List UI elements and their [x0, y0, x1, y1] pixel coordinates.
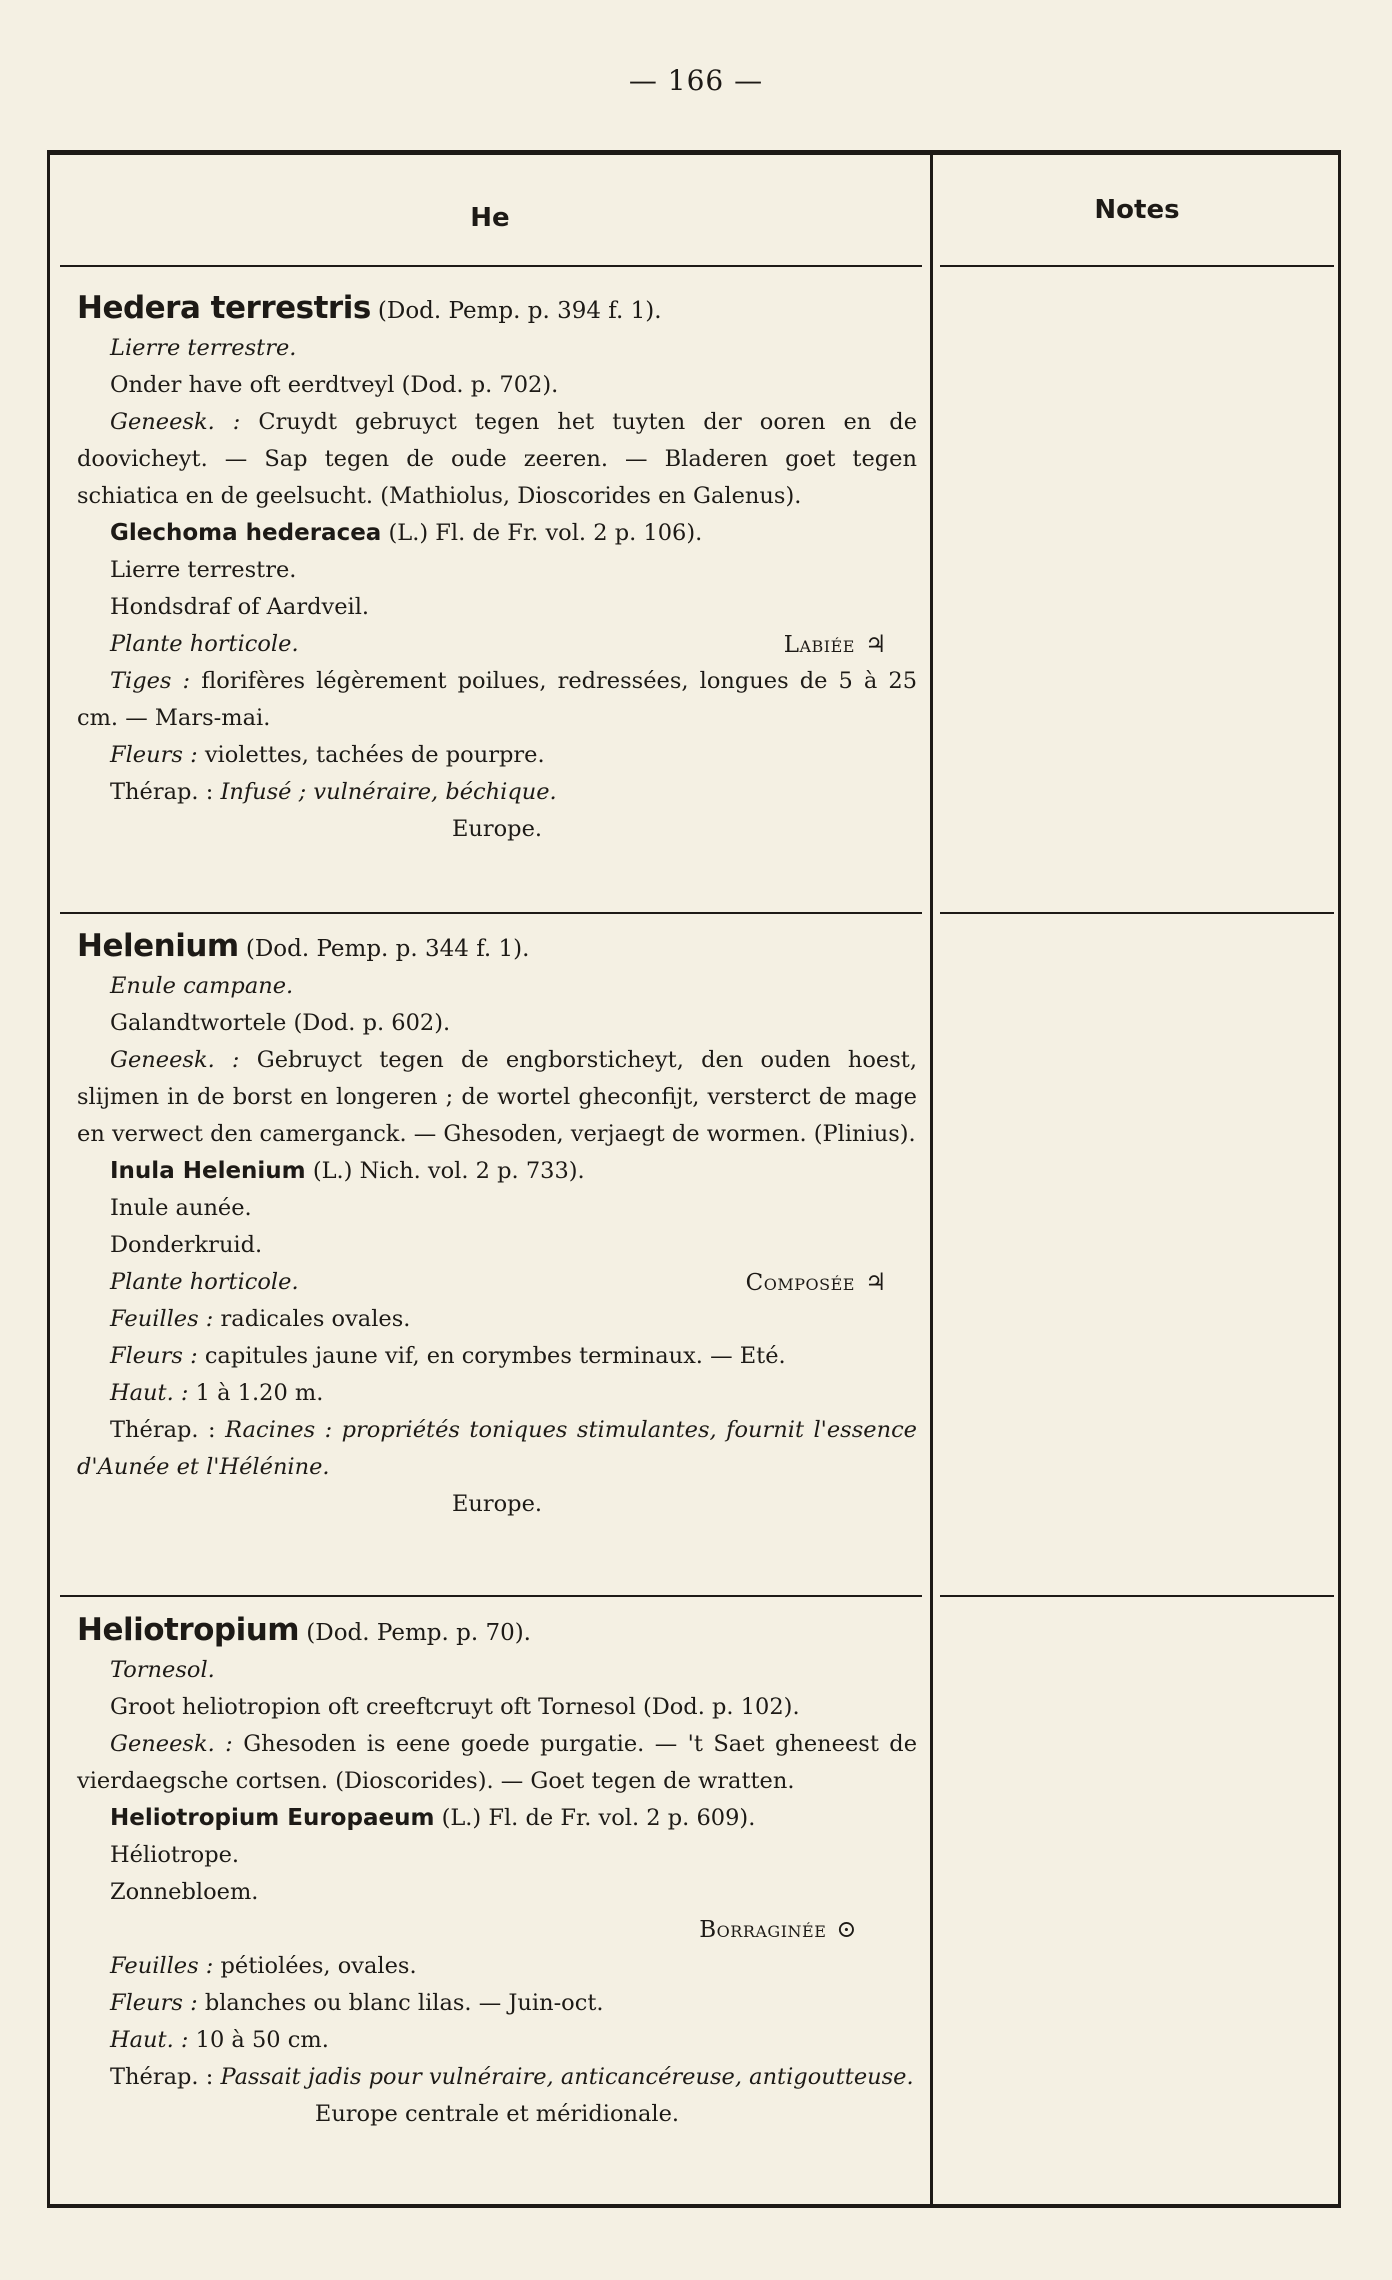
plante-type: Plante horticole.	[110, 631, 299, 657]
genus-name: Helenium	[77, 928, 239, 964]
field-text: florifères légèrement poilues, redressées, longues de 5 à 25 cm. — Mars-mai.	[77, 668, 918, 731]
flemish-name: Groot heliotropion oft creeftcruyt oft Tornesol (Dod. p. 102).	[110, 1694, 800, 1720]
geneesk-text: Ghesoden is eene goede purgatie. — 't Saet gheneest de vierdaegsche cortsen. (Dioscorides). — Goet tegen de wratten.	[77, 1731, 918, 1794]
geneesk-label: Geneesk. :	[110, 1047, 240, 1073]
field-text: 1 à 1.20 m.	[195, 1380, 324, 1406]
french-name: Enule campane.	[110, 973, 294, 999]
family-label	[699, 1911, 857, 1949]
perennial-symbol-icon: ♃	[864, 630, 887, 658]
geneesk-label: Geneesk. :	[110, 409, 241, 435]
entry-helenium	[77, 928, 917, 1523]
scientific-line	[77, 1153, 917, 1190]
field-label: Tiges :	[110, 668, 191, 694]
family-label	[784, 626, 887, 664]
common-name: Inule aunée.	[110, 1195, 252, 1221]
scientific-reference: (L.) Fl. de Fr. vol. 2 p. 609).	[441, 1805, 756, 1831]
column-header-right: Notes	[1094, 195, 1180, 225]
therap-line	[77, 774, 917, 811]
plante-type: Plante horticole.	[110, 1269, 299, 1295]
region: Europe.	[451, 1491, 543, 1517]
geneesk-label: Geneesk. :	[110, 1731, 233, 1757]
flemish-name: Galandtwortele (Dod. p. 602).	[110, 1010, 451, 1036]
common-name: Héliotrope.	[110, 1842, 240, 1868]
region: Europe.	[451, 816, 543, 842]
field-text: 10 à 50 cm.	[195, 2027, 329, 2053]
genus-reference: (Dod. Pemp. p. 394 f. 1).	[377, 298, 662, 324]
entry-separator-right	[940, 912, 1334, 914]
field-text: radicales ovales.	[220, 1306, 411, 1332]
header-rule-right	[940, 265, 1334, 267]
family-line	[77, 1911, 917, 1948]
field-line	[77, 1338, 917, 1375]
genus-reference: (Dod. Pemp. p. 344 f. 1).	[245, 936, 530, 962]
entry-title	[77, 1612, 917, 1652]
field-label: Fleurs :	[110, 742, 198, 768]
family-name: Labiée	[783, 632, 855, 658]
therap-label: Thérap. :	[110, 779, 214, 805]
therap-label: Thérap. :	[110, 2064, 214, 2090]
field-line	[77, 1985, 917, 2022]
page-number: — 166 —	[628, 64, 764, 97]
field-text: blanches ou blanc lilas. — Juin-oct.	[204, 1990, 604, 2016]
therap-text: Racines : propriétés toniques stimulantes, fournit l'essence d'Aunée et l'Hélénine.	[77, 1417, 917, 1480]
common-name: Zonnebloem.	[110, 1879, 259, 1905]
genus-name: Heliotropium	[77, 1612, 300, 1648]
perennial-symbol-icon: ♃	[864, 1268, 887, 1296]
field-label: Fleurs :	[110, 1343, 198, 1369]
genus-reference: (Dod. Pemp. p. 70).	[306, 1620, 531, 1646]
field-text: pétiolées, ovales.	[220, 1953, 417, 1979]
field-label: Haut. :	[110, 2027, 189, 2053]
field-line	[77, 663, 917, 737]
column-header-left: He	[470, 203, 510, 233]
therap-line	[77, 2059, 917, 2096]
common-name: Lierre terrestre.	[110, 557, 297, 583]
entry-hedera-terrestris	[77, 290, 917, 848]
entry-separator-left	[60, 1595, 922, 1597]
french-name: Tornesol.	[110, 1657, 215, 1683]
column-divider	[930, 155, 933, 2204]
field-label: Haut. :	[110, 1380, 189, 1406]
field-line	[77, 1948, 917, 1985]
entry-separator-left	[60, 912, 922, 914]
geneesk-text: Cruydt gebruyct tegen het tuyten der ooren en de doovicheyt. — Sap tegen de oude zeeren. — Bladeren goet tegen schiatica en de geelsucht. (Mathiolus, Dioscorides en Galenus).	[77, 409, 918, 509]
annual-symbol-icon: ⊙	[836, 1915, 857, 1943]
region: Europe centrale et méridionale.	[314, 2101, 680, 2127]
entry-separator-right	[940, 1595, 1334, 1597]
geneesk-text: Gebruyct tegen de engborsticheyt, den ouden hoest, slijmen in de borst en longeren ; de wortel gheconfijt, versterct de mage en verwect den camerganck. — Ghesoden, verjaegt de wormen. (Plinius).	[77, 1047, 917, 1147]
entry-title	[77, 290, 917, 330]
field-text: violettes, tachées de pourpre.	[204, 742, 545, 768]
entry-title	[77, 928, 917, 968]
therap-text: Passait jadis pour vulnéraire, anticancéreuse, antigoutteuse.	[220, 2064, 914, 2090]
scientific-name: Inula Helenium	[110, 1158, 306, 1184]
field-label: Feuilles :	[110, 1953, 214, 1979]
therap-label: Thérap. :	[110, 1417, 216, 1443]
scientific-name: Heliotropium Europaeum	[110, 1805, 435, 1831]
genus-name: Hedera terrestris	[77, 290, 371, 326]
field-text: capitules jaune vif, en corymbes terminaux. — Eté.	[204, 1343, 786, 1369]
geneesk-paragraph	[77, 1726, 917, 1800]
header-rule-left	[60, 265, 922, 267]
common-name: Donderkruid.	[110, 1232, 263, 1258]
entry-heliotropium	[77, 1612, 917, 2133]
table-frame	[47, 150, 1341, 2208]
family-label	[746, 1264, 887, 1302]
therap-line	[77, 1412, 917, 1486]
field-label: Feuilles :	[110, 1306, 214, 1332]
geneesk-paragraph	[77, 404, 917, 515]
field-line	[77, 1375, 917, 1412]
scientific-reference: (L.) Nich. vol. 2 p. 733).	[312, 1158, 585, 1184]
french-name: Lierre terrestre.	[110, 335, 297, 361]
family-name: Borraginée	[699, 1917, 827, 1943]
family-name: Composée	[745, 1270, 855, 1296]
common-name: Hondsdraf of Aardveil.	[110, 594, 370, 620]
plante-line	[77, 1264, 917, 1301]
therap-text: Infusé ; vulnéraire, béchique.	[220, 779, 557, 805]
scientific-reference: (L.) Fl. de Fr. vol. 2 p. 106).	[388, 520, 703, 546]
field-line	[77, 737, 917, 774]
field-label: Fleurs :	[110, 1990, 198, 2016]
scientific-name: Glechoma hederacea	[110, 520, 382, 546]
flemish-name: Onder have oft eerdtveyl (Dod. p. 702).	[110, 372, 559, 398]
field-line	[77, 2022, 917, 2059]
geneesk-paragraph	[77, 1042, 917, 1153]
field-line	[77, 1301, 917, 1338]
scientific-line	[77, 515, 917, 552]
plante-line	[77, 626, 917, 663]
scientific-line	[77, 1800, 917, 1837]
